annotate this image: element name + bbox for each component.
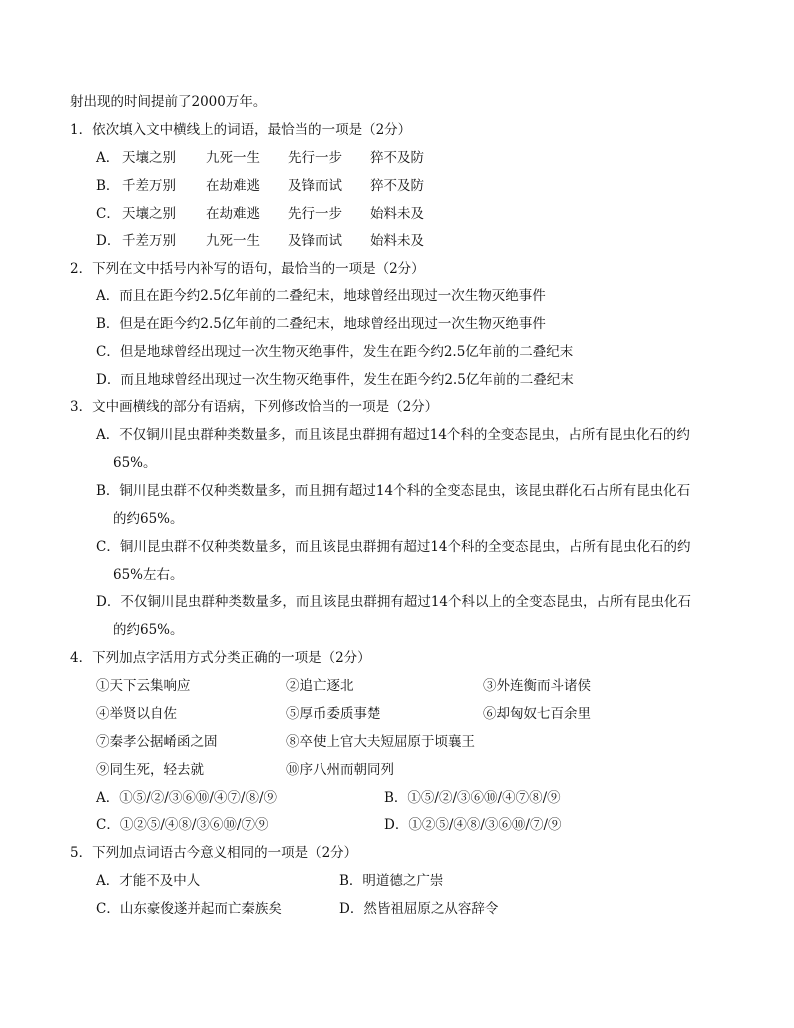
q4-option-a: A．①⑤/②/③⑥⑩/④⑦/⑧/⑨ [96,790,277,806]
option-label: A． [96,150,120,166]
q4-option-d: D．①②⑤/④⑧/③⑥⑩/⑦/⑨ [384,817,562,833]
q4-option-b: B．①⑤/②/③⑥⑩/④⑦⑧/⑨ [384,790,561,806]
word: 天壤之别 [122,206,176,222]
q4-items-row4 [96,760,394,780]
word: 千差万别 [122,233,176,249]
q1-option-b [96,176,424,196]
q4-item: ⑥却匈奴七百余里 [483,706,591,722]
q2-option-b: B．但是在距今约2.5亿年前的二叠纪末，地球曾经出现过一次生物灭绝事件 [96,316,546,332]
q2-option-c: C．但是地球曾经出现过一次生物灭绝事件，发生在距今约2.5亿年前的二叠纪末 [96,344,574,360]
q4-item: ②追亡逐北 [286,678,354,694]
q4-items-row1 [96,676,591,696]
q4-item: ④举贤以自佐 [96,706,177,722]
q5-option-a: A．才能不及中人 [96,873,201,889]
q2-stem: 2．下列在文中括号内补写的语句，最恰当的一项是（2分） [70,261,425,277]
q2-option-a: A．而且在距今约2.5亿年前的二叠纪末，地球曾经出现过一次生物灭绝事件 [96,288,546,304]
q4-items-row3 [96,732,475,752]
q4-option-c: C．①②⑤/④⑧/③⑥⑩/⑦⑨ [96,817,269,833]
q3-option-c-line1: C．铜川昆虫群不仅种类数量多，而且该昆虫群拥有超过14个科的全变态昆虫，占所有昆虫化石的约 [96,539,691,555]
option-label: C． [96,206,120,222]
word: 先行一步 [288,150,342,166]
q4-item: ①天下云集响应 [96,678,191,694]
word: 在劫难逃 [206,178,260,194]
q4-stem: 4．下列加点字活用方式分类正确的一项是（2分） [70,650,371,666]
word: 先行一步 [288,206,342,222]
word: 在劫难逃 [206,206,260,222]
q4-items-row2 [96,704,591,724]
q3-option-c-line2: 65%左右。 [113,567,184,583]
word: 始料未及 [370,233,424,249]
word: 及锋而试 [288,233,342,249]
q5-options-row1 [96,871,443,891]
q4-item: ⑨同生死，轻去就 [96,762,204,778]
q4-item: ⑤厚币委质事楚 [286,706,381,722]
q1-option-a [96,148,424,168]
word: 九死一生 [206,233,260,249]
q3-option-a-line1: A．不仅铜川昆虫群种类数量多，而且该昆虫群拥有超过14个科的全变态昆虫，占所有昆虫化石的约 [96,427,690,443]
q4-item: ③外连衡而斗诸侯 [483,678,591,694]
word: 猝不及防 [370,178,424,194]
word: 天壤之别 [122,150,176,166]
q3-option-d-line1: D．不仅铜川昆虫群种类数量多，而且该昆虫群拥有超过14个科以上的全变态昆虫，占所有昆虫化石 [96,594,692,610]
q3-option-b-line2: 的约65%。 [113,511,184,527]
q5-option-c: C．山东豪俊遂并起而亡秦族矣 [96,901,282,917]
q3-option-b-line1: B．铜川昆虫群不仅种类数量多，而且拥有超过14个科的全变态昆虫，该昆虫群化石占所有昆虫化石 [96,483,691,499]
q1-option-c [96,204,424,224]
word: 猝不及防 [370,150,424,166]
word: 九死一生 [206,150,260,166]
option-label: D． [96,233,121,249]
intro-text: 射出现的时间提前了2000万年。 [70,94,267,110]
q4-item: ⑧卒使上官大夫短屈原于顷襄王 [286,734,475,750]
q1-option-d [96,231,424,251]
q5-stem: 5．下列加点词语古今意义相同的一项是（2分） [70,845,358,861]
word: 及锋而试 [288,178,342,194]
q5-option-b: B．明道德之广崇 [339,873,444,889]
q3-stem: 3．文中画横线的部分有语病，下列修改恰当的一项是（2分） [70,399,439,415]
word: 千差万别 [122,178,176,194]
option-label: B． [96,178,120,194]
q4-item: ⑦秦孝公据崤函之固 [96,734,218,750]
q5-option-d: D．然皆祖屈原之从容辞令 [339,901,499,917]
q4-options-row2 [96,815,562,835]
q3-option-d-line2: 的约65%。 [113,622,184,638]
word: 始料未及 [370,206,424,222]
q3-option-a-line2: 65%。 [113,455,157,471]
q1-stem: 1．依次填入文中横线上的词语，最恰当的一项是（2分） [70,122,412,138]
q4-item: ⑩序八州而朝同列 [286,762,394,778]
q5-options-row2 [96,899,498,919]
q2-option-d: D．而且地球曾经出现过一次生物灭绝事件，发生在距今约2.5亿年前的二叠纪末 [96,372,574,388]
q4-options-row1 [96,788,561,808]
